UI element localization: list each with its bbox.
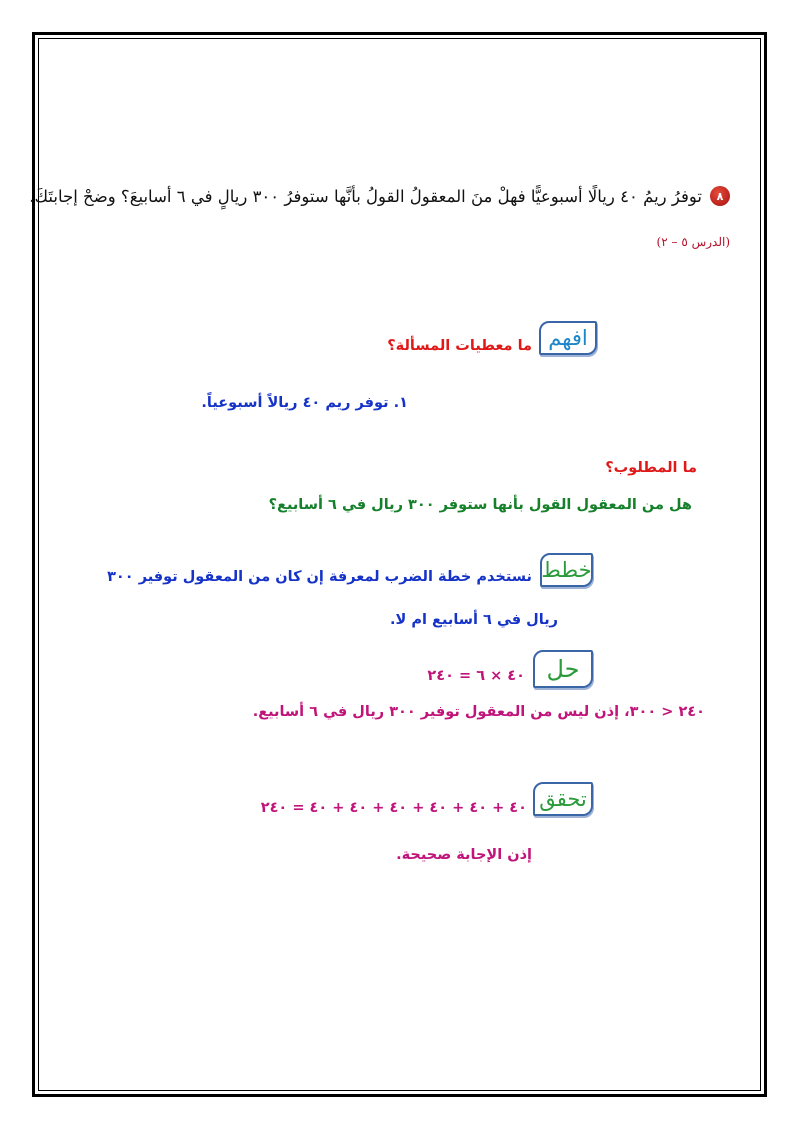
required-item: هل من المعقول القول بأنها ستوفر ٣٠٠ ريال في ٦ أسابيع؟ [268, 497, 692, 513]
solve-equation: ٤٠ × ٦ = ٢٤٠ [427, 668, 525, 684]
check-conclusion: إذن الإجابة صحيحة. [396, 847, 532, 863]
solve-tag: حل [533, 650, 593, 688]
required-heading: ما المطلوب؟ [605, 460, 697, 476]
problem-text: توفرُ ريمُ ٤٠ ريالًا أسبوعيًّا فهلْ منَ المعقولُ القولُ بأنَّها ستوفرُ ٣٠٠ ريالٍ في ٦ أسابيعَ؟ وضحْ إجابتَكَ. [29, 186, 702, 206]
plan-tag: خطط [540, 553, 593, 587]
problem-statement [29, 186, 730, 206]
understand-tag: افهم [539, 321, 597, 355]
plan-line-2: ريال في ٦ أسابيع ام لا. [390, 612, 558, 628]
check-tag: تحقق [533, 782, 593, 816]
plan-line-1: نستخدم خطة الضرب لمعرفة إن كان من المعقول توفير ٣٠٠ [107, 569, 532, 585]
solve-conclusion: ٢٤٠ < ٣٠٠، إذن ليس من المعقول توفير ٣٠٠ ريال في ٦ أسابيع. [252, 704, 705, 720]
given-item: ١. توفر ريم ٤٠ ريالاً أسبوعياً. [201, 395, 408, 411]
given-heading: ما معطيات المسألة؟ [387, 338, 532, 354]
lesson-reference: (الدرس ٥ – ٢) [656, 235, 730, 249]
check-equation: ٤٠ + ٤٠ + ٤٠ + ٤٠ + ٤٠ + ٤٠ = ٢٤٠ [260, 800, 527, 816]
problem-number-badge: ٨ [710, 186, 730, 206]
